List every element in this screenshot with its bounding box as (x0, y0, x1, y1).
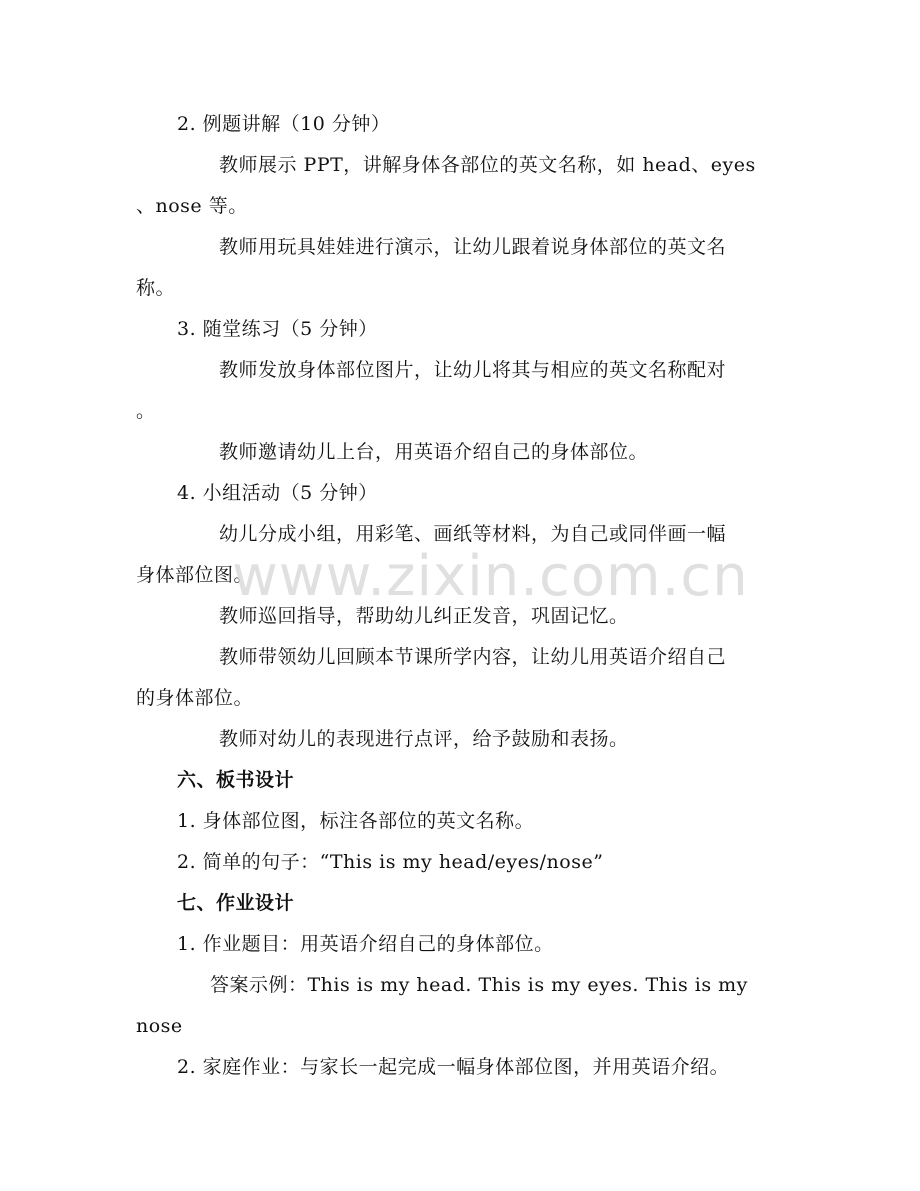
paragraph-line: 教师用玩具娃娃进行演示，让幼儿跟着说身体部位的英文名 (219, 236, 727, 258)
section-heading-homework-design: 七、作业设计 (177, 892, 295, 914)
paragraph-line: 教师对幼儿的表现进行点评，给予鼓励和表扬。 (219, 728, 629, 750)
list-item: 1. 身体部位图，标注各部位的英文名称。 (177, 810, 535, 832)
answer-example-line: nose (136, 1015, 183, 1037)
paragraph-line: 称。 (136, 277, 176, 299)
paragraph-line: 教师邀请幼儿上台，用英语介绍自己的身体部位。 (219, 441, 649, 463)
paragraph-line: 身体部位图。 (136, 564, 254, 586)
paragraph-line: 教师巡回指导，帮助幼儿纠正发音，巩固记忆。 (219, 605, 629, 627)
section-heading-board-design: 六、板书设计 (177, 769, 295, 791)
answer-example-line: 答案示例：This is my head. This is my eyes. This is my (210, 974, 748, 996)
list-item: 2. 简单的句子：“This is my head/eyes/nose” (177, 851, 604, 873)
paragraph-line: 。 (136, 400, 156, 422)
section-item-3-title: 3. 随堂练习（5 分钟） (177, 318, 378, 340)
list-item: 1. 作业题目：用英语介绍自己的身体部位。 (177, 933, 554, 955)
list-item: 2. 家庭作业：与家长一起完成一幅身体部位图，并用英语介绍。 (177, 1056, 730, 1078)
paragraph-line: 教师发放身体部位图片，让幼儿将其与相应的英文名称配对 (219, 359, 727, 381)
paragraph-line: 的身体部位。 (136, 687, 254, 709)
paragraph-line: 幼儿分成小组，用彩笔、画纸等材料，为自己或同伴画一幅 (219, 523, 727, 545)
paragraph-line: 教师展示 PPT，讲解身体各部位的英文名称，如 head、eyes (219, 154, 756, 176)
section-item-2-title: 2. 例题讲解（10 分钟） (177, 113, 391, 135)
watermark: www.zixin.com.cn (232, 544, 749, 609)
section-item-4-title: 4. 小组活动（5 分钟） (177, 482, 378, 504)
paragraph-line: 教师带领幼儿回顾本节课所学内容，让幼儿用英语介绍自己 (219, 646, 727, 668)
paragraph-line: 、nose 等。 (136, 195, 248, 217)
